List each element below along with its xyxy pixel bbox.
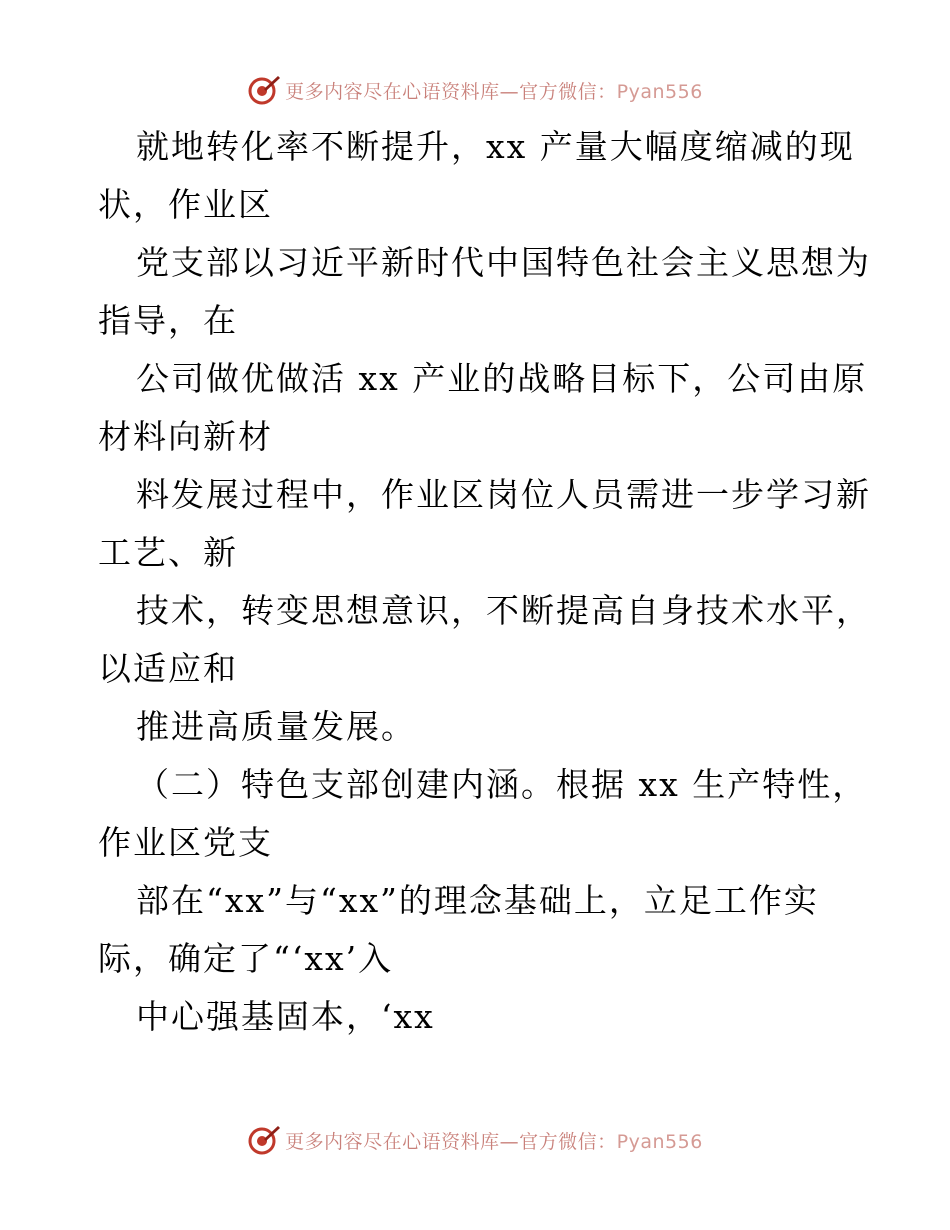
watermark-id: Pyan556	[616, 1130, 703, 1153]
text-line: 材料向新材	[98, 417, 273, 456]
pen-logo-icon	[247, 1123, 281, 1157]
text-line: 以适应和	[98, 649, 238, 688]
text-line: 际，确定了“‘xx’入	[98, 939, 394, 978]
text-line: 技术，转变思想意识，不断提高自身技术水平，	[136, 591, 871, 630]
footer-watermark	[0, 1120, 950, 1160]
text-line: 状，作业区	[98, 185, 273, 224]
text-line: 工艺、新	[98, 533, 238, 572]
watermark-id: Pyan556	[616, 80, 703, 103]
text-line: 指导，在	[98, 301, 238, 340]
text-line: 就地转化率不断提升，xx 产量大幅度缩减的现	[136, 127, 855, 166]
text-line: 公司做优做活 xx 产业的战略目标下，公司由原	[136, 359, 868, 398]
pen-logo-icon	[247, 73, 281, 107]
text-line: （二）特色支部创建内涵。根据 xx 生产特性，	[136, 765, 868, 804]
text-line: 党支部以习近平新时代中国特色社会主义思想为	[136, 243, 871, 282]
text-line: 作业区党支	[98, 823, 273, 862]
text-line: 料发展过程中，作业区岗位人员需进一步学习新	[136, 475, 871, 514]
watermark-text: 更多内容尽在心语资料库—官方微信：	[285, 1130, 617, 1153]
text-line: 中心强基固本，‘xx	[136, 997, 435, 1036]
header-watermark	[0, 70, 950, 110]
text-line: 部在“xx”与“xx”的理念基础上，立足工作实	[136, 881, 819, 920]
text-line: 推进高质量发展。	[136, 707, 416, 746]
document-body	[98, 118, 871, 1046]
watermark-text: 更多内容尽在心语资料库—官方微信：	[285, 80, 617, 103]
